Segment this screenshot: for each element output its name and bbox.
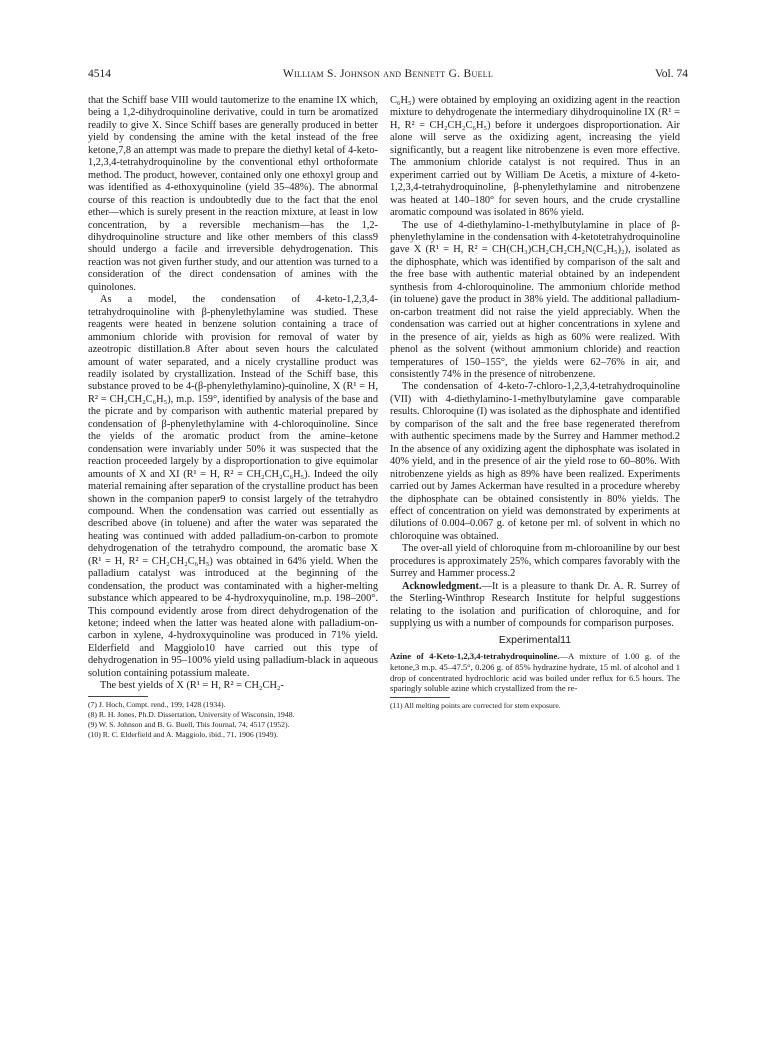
acknowledgment-text: —It is a pleasure to thank Dr. A. R. Surrey of the Sterling-Winthrop Research Institute for helpful suggestions relating to the isolation and purification of chloroquine, and for supplying us with a number of compounds for comparison purposes. [390,580,680,630]
experimental-heading: Experimental11 [498,634,572,647]
left-column [88,95,378,740]
footnote-7: (7) J. Hoch, Compt. rend., 199, 1428 (1934). [88,699,226,709]
footnote-divider-right [390,697,450,698]
footnote-9: (9) W. S. Johnson and B. G. Buell, This Journal, 74, 4517 (1952). [88,719,290,729]
right-paragraph-3: The condensation of 4-keto-7-chloro-1,2,3,4-tetrahydroquinoline (VII) with 4-diethylamino-1-methylbutylamine gave comparable results. Chloroquine (I) was isolated as the diphosphate and identified by comparison of the salt and the free base regenerated therefrom with authentic specimens made by the Surrey and Hammer method.2 In the absence of any oxidizing agent the diphosphate was isolated in 40% yield, and in the presence of air the yield rose to 60–80%. With nitrobenzene yields as high as 89% have been realized. Experiments carried out by James Ackerman have resulted in a procedure whereby the diphosphate can be obtained consistently in 80% yields. The effect of concentration on yield was demonstrated by experiments at dilutions of 0.004–0.067 g. of ketone per ml. of solvent in which no chloroquine was obtained. [390,381,680,542]
left-paragraph-1: that the Schiff base VIII would tautomerize to the enamine IX which, being a 1,2-dihydroquinoline derivative, could in turn be aromatized readily to give X. Since Schiff bases are generally produced in better yield by condensing the amine with the ketal instead of the free ketone,7,8 an attempt was made to prepare the diethyl ketal of 4-keto-1,2,3,4-tetrahydroquinoline by the conventional ethyl orthoformate method. The product, however, contained only one ethoxyl group and was identified as 4-ethoxyquinoline (yield 35–48%). The abnormal course of this reaction is undoubtedly due to the fact that the enol ether—which is surely present in the reaction mixture, at least in low concentration, by a reversible mechanism—has the 1,2-dihydroquinoline structure and like other members of this class9 should undergo a facile and irreversible dehydrogenation. This reaction was not given further study, and our attention was turned to a consideration of the direct condensation of amines with the quinolones. [88,95,378,293]
right-paragraph-2: The use of 4-diethylamino-1-methylbutylamine in place of β-phenylethylamine in the condensation with 4-ketotetrahydroquinoline gave X (R¹ = H, R² = CH(CH₃)CH₂CH₂CH₂N(C₂H₅)₂), isolated as the diphosphate, which was identified by comparison of the salt and the free base with authentic material obtained by an independent synthesis from 4-chloroquinoline. The ammonium chloride method (in toluene) gave the product in 38% yield. The additional palladium-on-carbon treatment did not raise the yield appreciably. When the condensation was carried out at higher concentrations in xylene and in the presence of air, yields as high as 60% were realized. With phenol as the solvent (without ammonium chloride) and reaction temperatures of 150–155°, the yields were 62–76% in air, and consistently 74% in the presence of nitrobenzene. [390,219,680,380]
experimental-paragraph [390,651,680,694]
volume-label: Vol. 74 [654,68,688,80]
experimental-text: —A mixture of 1.00 g. of the ketone,3 m.p. 45–47.5°, 0.206 g. of 85% hydrazine hydrate, 15 ml. of alcohol and 1 drop of concentrated hydrochloric acid was boiled under reflux for 6.5 hours. The sparingly soluble azine which crystallized from the re- [390,650,680,694]
experimental-subheading: Azine of 4-Keto-1,2,3,4-tetrahydroquinoline. [390,650,560,661]
running-title: William S. Johnson and Bennett G. Buell [282,68,494,80]
page-header [88,68,688,84]
footnote-divider [88,696,148,697]
left-paragraph-3: The best yields of X (R¹ = H, R² = CH₂CH₂- [100,680,284,692]
right-paragraph-1: C₆H₅) were obtained by employing an oxidizing agent in the reaction mixture to dehydrogenate the intermediary dihydroquinoline IX (R¹ = H, R² = CH₂CH₂C₆H₅) before it undergoes disproportionation. Air alone will serve as the oxidizing agent, increasing the yield significantly, but a reagent like nitrobenzene is even more effective. The ammonium chloride catalyst is not required. Thus in an experiment carried out by William De Acetis, a mixture of 4-keto-1,2,3,4-tetrahydroquinoline, β-phenylethylamine and nitrobenzene was heated at 140–180° for seven hours, and the crude crystalline aromatic compound was isolated in 86% yield. [390,95,680,219]
footnote-10: (10) R. C. Elderfield and A. Maggiolo, ibid., 71, 1906 (1949). [88,729,279,739]
page-number: 4514 [88,68,111,80]
acknowledgment-paragraph [390,581,680,631]
footnote-11: (11) All melting points are corrected for stem exposure. [390,701,561,711]
left-paragraph-2: As a model, the condensation of 4-keto-1,2,3,4-tetrahydroquinoline with β-phenylethylamine was studied. These reagents were heated in benzene solution containing a trace of ammonium chloride with provision for removal of water by azeotropic distillation.8 After about seven hours the calculated amount of water separated, and a nicely crystalline product was readily isolated by crystallization. Instead of the Schiff base, this substance proved to be 4-(β-phenylethylamino)-quinoline, X (R¹ = H, R² = CH₂CH₂C₆H₅), m.p. 159°, identified by analysis of the base and the picrate and by comparison with authentic material prepared by condensation of β-phenylethylamine with 4-chloroquinoline. Since the yields of the aromatic product from the amine–ketone condensation were invariably under 50% it was suspected that the reaction proceeded largely by a disproportionation to give equimolar amounts of X and XI (R¹ = H, R² = CH₂CH₂C₆H₅). Indeed the oily material remaining after separation of the crystalline product has been shown in the companion paper9 to consist largely of the tetrahydro compound. When the condensation was carried out essentially as described above (in toluene) and after the water was separated the heating was continued with added palladium-on-carbon to promote dehydrogenation of the tetrahydro compound, the aromatic base X (R¹ = H, R² = CH₂CH₂C₆H₅) was obtained in 64% yield. When the palladium catalyst was introduced at the beginning of the condensation, the product was contaminated with a higher-melting substance which appeared to be 4-hydroxyquinoline, m.p. 198–200°. This compound evidently arose from direct dehydrogenation of the ketone; indeed when the latter was heated alone with palladium-on-carbon in xylene, 4-hydroxyquinoline was produced in 71% yield. Elderfield and Maggiolo10 have carried out this type of dehydrogenation in 95–100% yield using palladium-black in aqueous solution containing potassium maleate. [88,294,378,679]
right-paragraph-4: The over-all yield of chloroquine from m-chloroaniline by our best procedures is approximately 25%, which compares favorably with the Surrey and Hammer process.2 [390,543,680,580]
right-column [390,95,680,711]
acknowledgment-label: Acknowledgment. [402,580,482,592]
footnote-8: (8) R. H. Jones, Ph.D. Dissertation, University of Wisconsin, 1948. [88,709,295,719]
